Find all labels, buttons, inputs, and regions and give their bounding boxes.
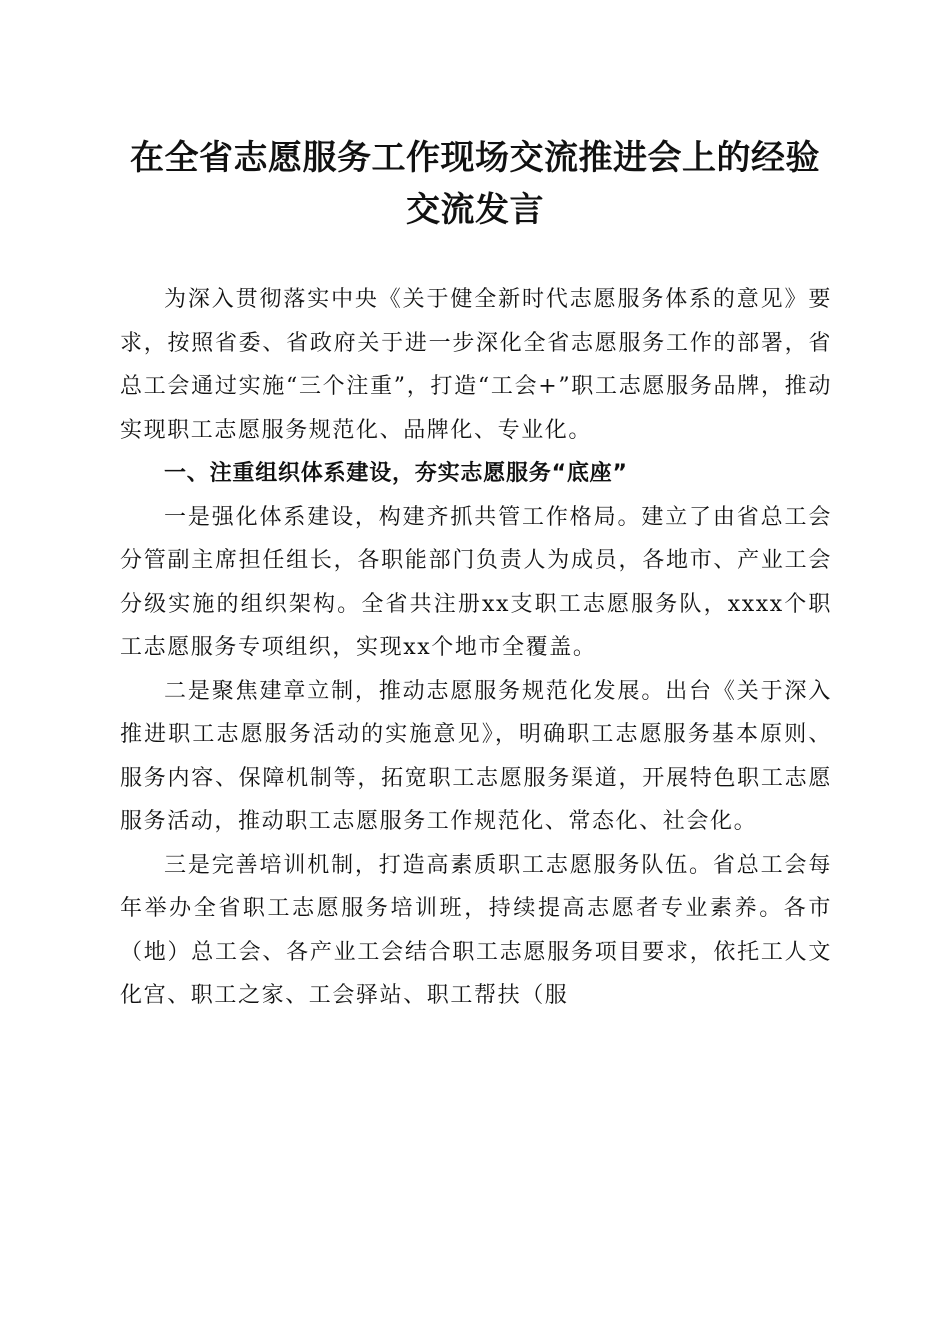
- paragraph-1: 一是强化体系建设，构建齐抓共管工作格局。建立了由省总工会分管副主席担任组长，各职能部门负责人为成员，各地市、产业工会分级实施的组织架构。全省共注册xx支职工志愿服务队，xxxx个职工志愿服务专项组织，实现xx个地市全覆盖。: [120, 504, 832, 660]
- paragraph-3: 三是完善培训机制，打造高素质职工志愿服务队伍。省总工会每年举办全省职工志愿服务培训班，持续提高志愿者专业素养。各市（地）总工会、各产业工会结合职工志愿服务项目要求，依托工人文化宫、职工之家、工会驿站、职工帮扶（服: [120, 852, 832, 1008]
- document-body: [120, 278, 832, 1018]
- intro-paragraph: 为深入贯彻落实中央《关于健全新时代志愿服务体系的意见》要求，按照省委、省政府关于进一步深化全省志愿服务工作的部署，省总工会通过实施“三个注重”，打造“工会+”职工志愿服务品牌，推动实现职工志愿服务规范化、品牌化、专业化。: [120, 287, 832, 443]
- document-title: [100, 132, 850, 236]
- section-heading-1: 一、注重组织体系建设，夯实志愿服务“底座”: [164, 461, 628, 486]
- title-line-2: 交流发言: [406, 190, 544, 230]
- paragraph-2: 二是聚焦建章立制，推动志愿服务规范化发展。出台《关于深入推进职工志愿服务活动的实施意见》，明确职工志愿服务基本原则、服务内容、保障机制等，拓宽职工志愿服务渠道，开展特色职工志愿服务活动，推动职工志愿服务工作规范化、常态化、社会化。: [120, 678, 832, 834]
- title-line-1: 在全省志愿服务工作现场交流推进会上的经验: [130, 138, 820, 178]
